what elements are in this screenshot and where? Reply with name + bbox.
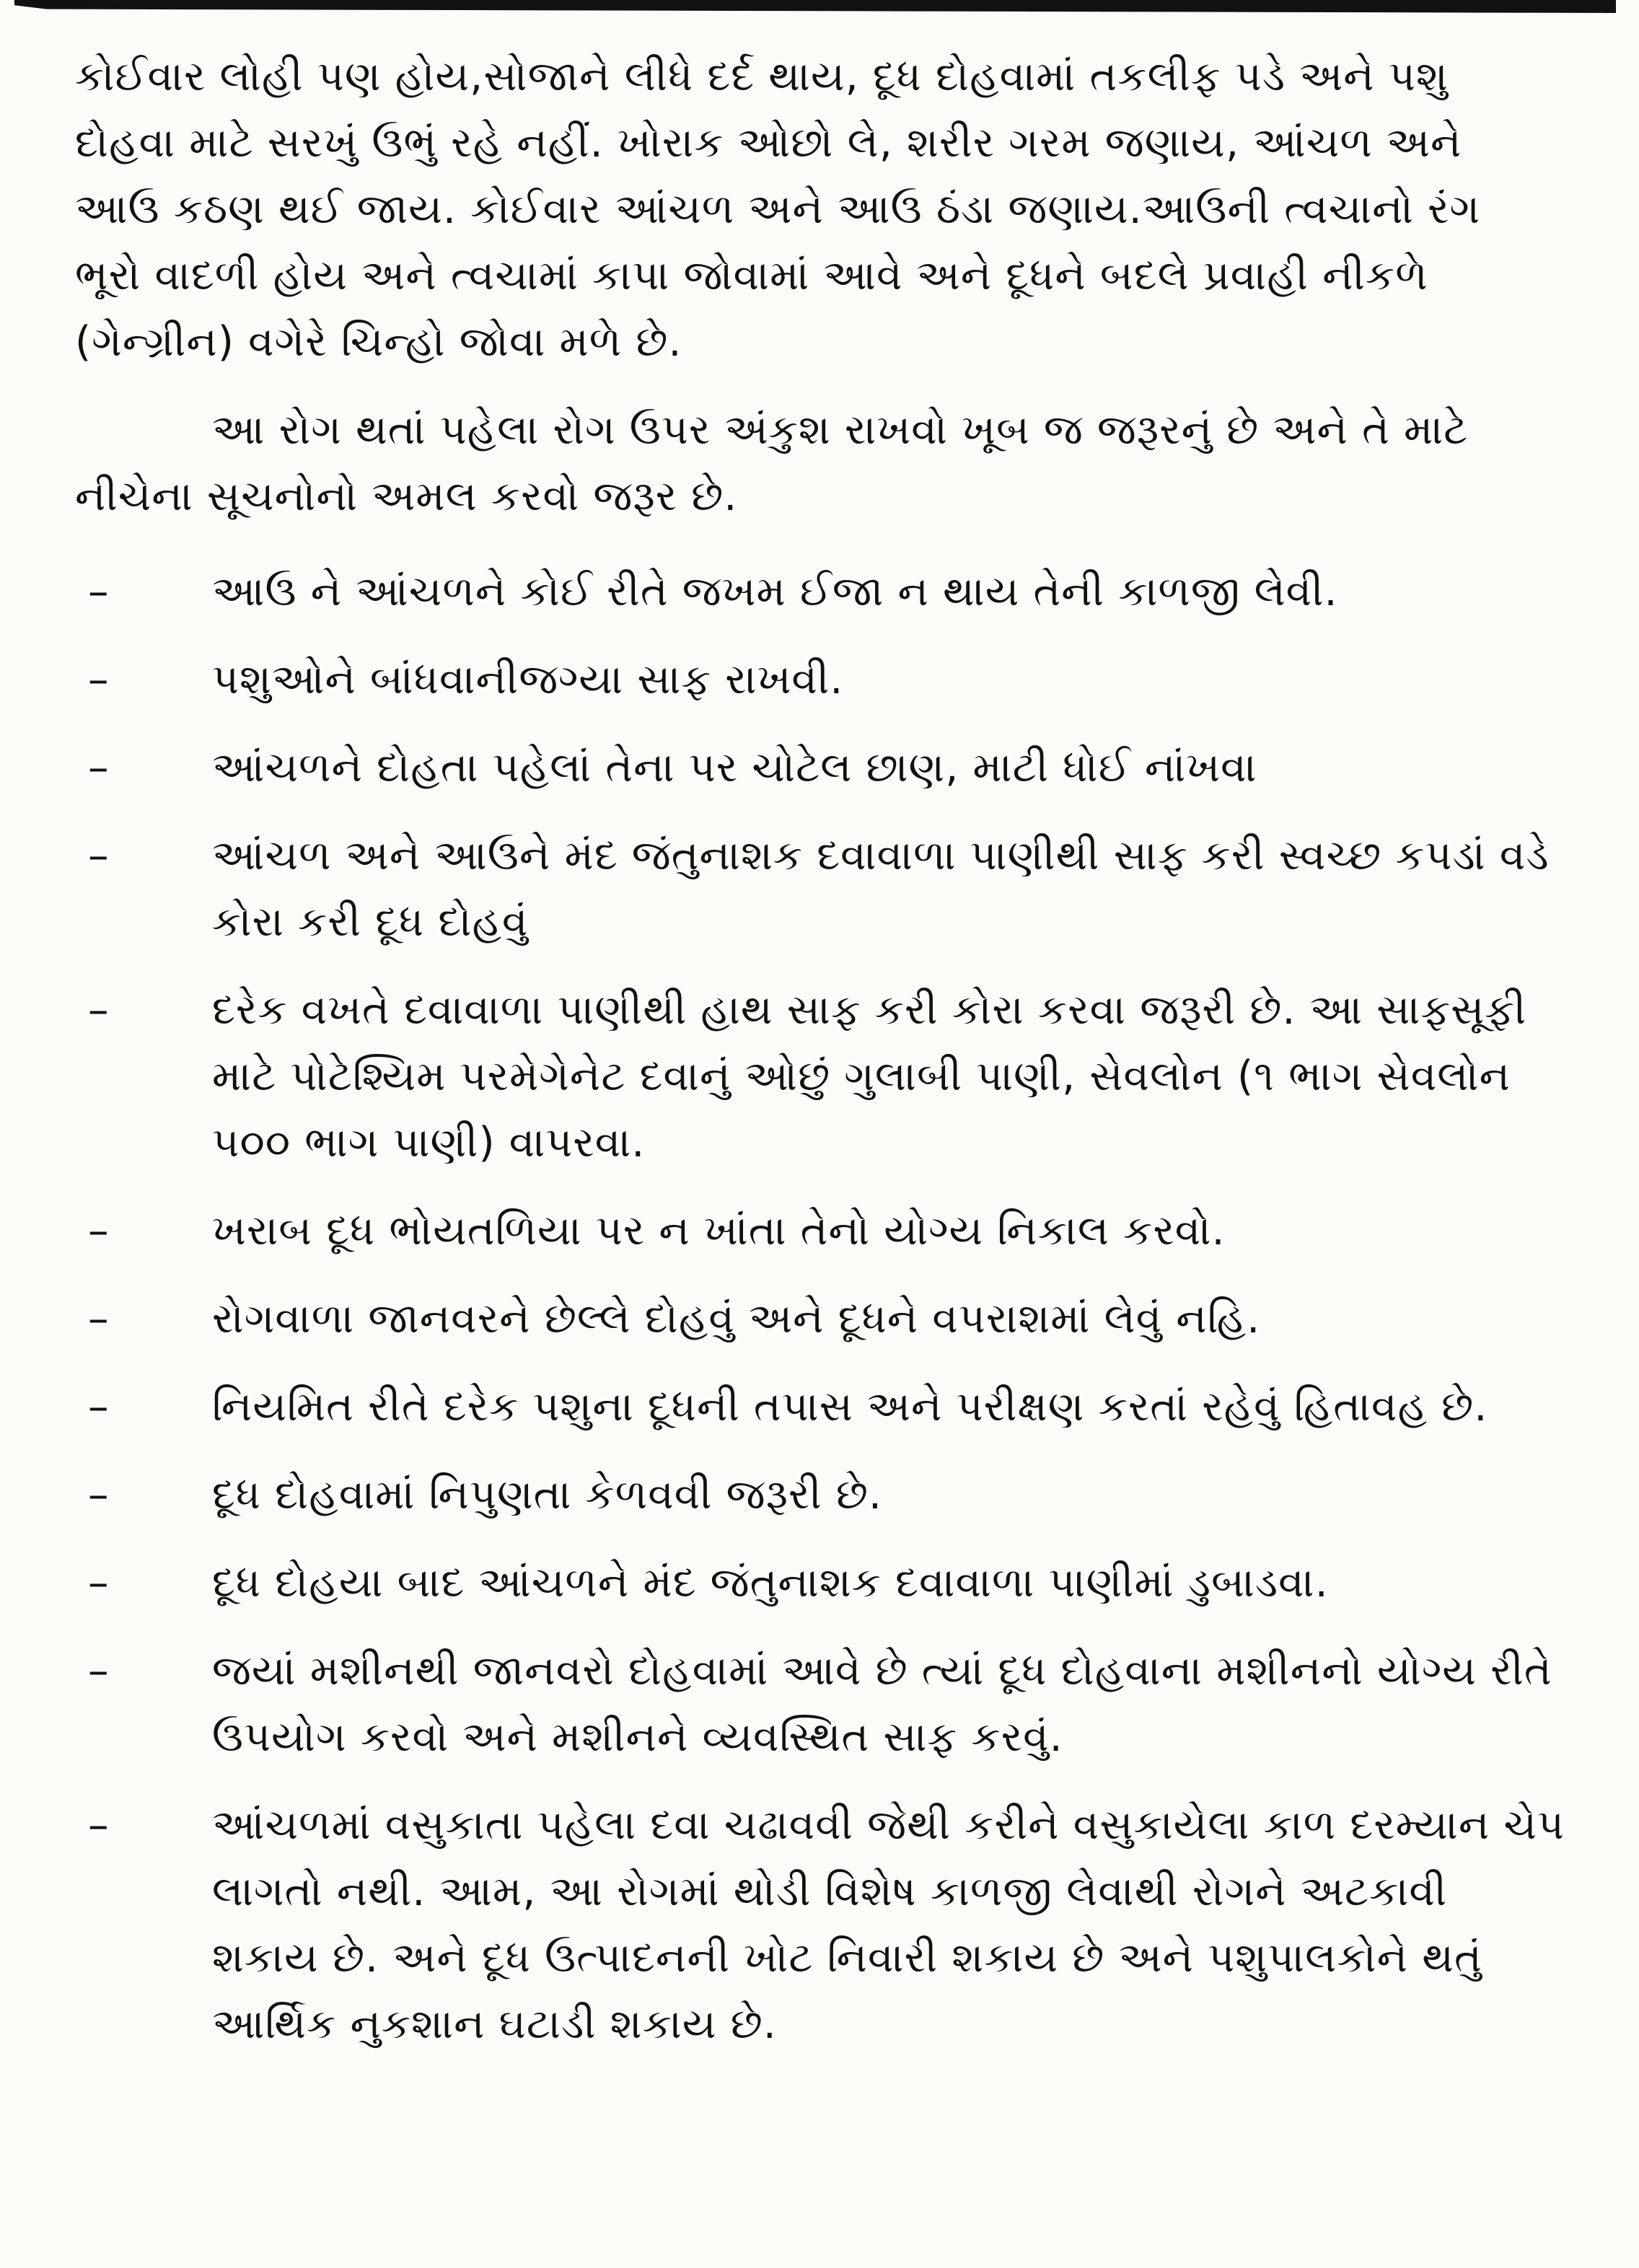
- list-item-text: પશુઓને બાંધવાનીજગ્યા સાફ રાખવી.: [212, 656, 844, 703]
- list-item: [75, 1550, 1565, 1616]
- dash-marker: –: [88, 1383, 110, 1430]
- intro-paragraph: કોઈવાર લોહી પણ હોય,સોજાને લીધે દર્દ થાય, દૂધ દોહવામાં તકલીફ પડે અને પશુ દોહવા માટે સરખું ઉભું રહે નહીં. ખોરાક ઓછો લે, શરીર ગરમ જણાય, આંચળ અને આઉ કઠણ થઈ જાય. કોઈવાર આંચળ અને આઉ ઠંડા જણાય.આઉની ત્વચાનો રંગ ભૂરો વાદળી હોય અને ત્વચામાં કાપા જોવામાં આવે અને દૂધને બદલે પ્રવાહી નીકળે (ગેન્ગ્રીન) વગેરે ચિન્હો જોવા મળે છે.: [75, 53, 1481, 366]
- dash-marker: –: [88, 656, 110, 703]
- instructions-paragraph: આ રોગ થતાં પહેલા રોગ ઉપર અંકુશ રાખવો ખૂબ જ જરૂરનું છે અને તે માટે નીચેના સૂચનોનો અમલ કરવો જરૂર છે.: [75, 406, 1469, 520]
- dash-marker: –: [88, 986, 110, 1034]
- list-item-text: દરેક વખતે દવાવાળા પાણીથી હાથ સાફ કરી કોરા કરવા જરૂરી છે. આ સાફસૂફી માટે પોટેશ્યિમ પરમેગેનેટ દવાનું ઓછું ગુલાબી પાણી, સેવલોન (૧ ભાગ સેવલોન ૫૦૦ ભાગ પાણી) વાપરવા.: [212, 986, 1527, 1166]
- list-item: [75, 1285, 1565, 1352]
- scan-top-edge: [0, 0, 1639, 19]
- document-page: [75, 43, 1565, 2079]
- dash-marker: –: [88, 1471, 110, 1518]
- dash-marker: –: [88, 1559, 110, 1606]
- dash-marker: –: [88, 1295, 110, 1342]
- list-item: [75, 977, 1565, 1176]
- dash-marker: –: [88, 744, 110, 791]
- list-item: [75, 646, 1565, 713]
- list-item: [75, 1638, 1565, 1770]
- list-item: [75, 822, 1565, 955]
- list-item: [75, 734, 1565, 801]
- list-item: [75, 1792, 1565, 2057]
- recommendation-list: [75, 558, 1565, 2057]
- dash-marker: –: [88, 1801, 110, 1849]
- list-item-text: નિયમિત રીતે દરેક પશુના દૂધની તપાસ અને પરીક્ષણ કરતાં રહેવું હિતાવહ છે.: [212, 1383, 1488, 1430]
- list-item: [75, 1197, 1565, 1264]
- dash-marker: –: [88, 1647, 110, 1695]
- dash-marker: –: [88, 832, 110, 879]
- list-item: [75, 1462, 1565, 1528]
- dash-marker: –: [88, 568, 110, 615]
- list-item-text: આંચળમાં વસુકાતા પહેલા દવા ચઢાવવી જેથી કરીને વસુકાયેલા કાળ દરમ્યાન ચેપ લાગતો નથી. આમ, આ રોગમાં થોડી વિશેષ કાળજી લેવાથી રોગને અટકાવી શકાય છે. અને દૂધ ઉત્પાદનની ખોટ નિવારી શકાય છે અને પશુપાલકોને થતું આર્થિક નુકશાન ઘટાડી શકાય છે.: [212, 1801, 1565, 2048]
- list-item-text: દૂધ દોહવામાં નિપુણતા કેળવવી જરૂરી છે.: [212, 1471, 883, 1518]
- list-item-text: આંચળને દોહતા પહેલાં તેના પર ચોટેલ છાણ, માટી ધોઈ નાંખવા: [212, 744, 1257, 791]
- list-item-text: જયાં મશીનથી જાનવરો દોહવામાં આવે છે ત્યાં દૂધ દોહવાના મશીનનો યોગ્ય રીતે ઉપયોગ કરવો અને મશીનને વ્યવસ્થિત સાફ કરવું.: [212, 1647, 1552, 1761]
- list-item: [75, 1373, 1565, 1440]
- list-item-text: રોગવાળા જાનવરને છેલ્લે દોહવું અને દૂધને વપરાશમાં લેવું નહિ.: [212, 1295, 1261, 1342]
- list-item-text: આંચળ અને આઉને મંદ જંતુનાશક દવાવાળા પાણીથી સાફ કરી સ્વચ્છ કપડાં વડે કોરા કરી દૂધ દોહવું: [212, 832, 1550, 946]
- list-item-text: દૂધ દોહયા બાદ આંચળને મંદ જંતુનાશક દવાવાળા પાણીમાં ડુબાડવા.: [212, 1559, 1329, 1606]
- list-item-text: ખરાબ દૂધ ભોયતળિયા પર ન ખાંતા તેનો યોગ્ય નિકાલ કરવો.: [212, 1207, 1226, 1254]
- list-item: [75, 558, 1565, 625]
- dash-marker: –: [88, 1207, 110, 1254]
- list-item-text: આઉ ને આંચળને કોઈ રીતે જખમ ઈજા ન થાય તેની કાળજી લેવી.: [212, 568, 1338, 615]
- scan-dark-band: [14, 0, 1616, 13]
